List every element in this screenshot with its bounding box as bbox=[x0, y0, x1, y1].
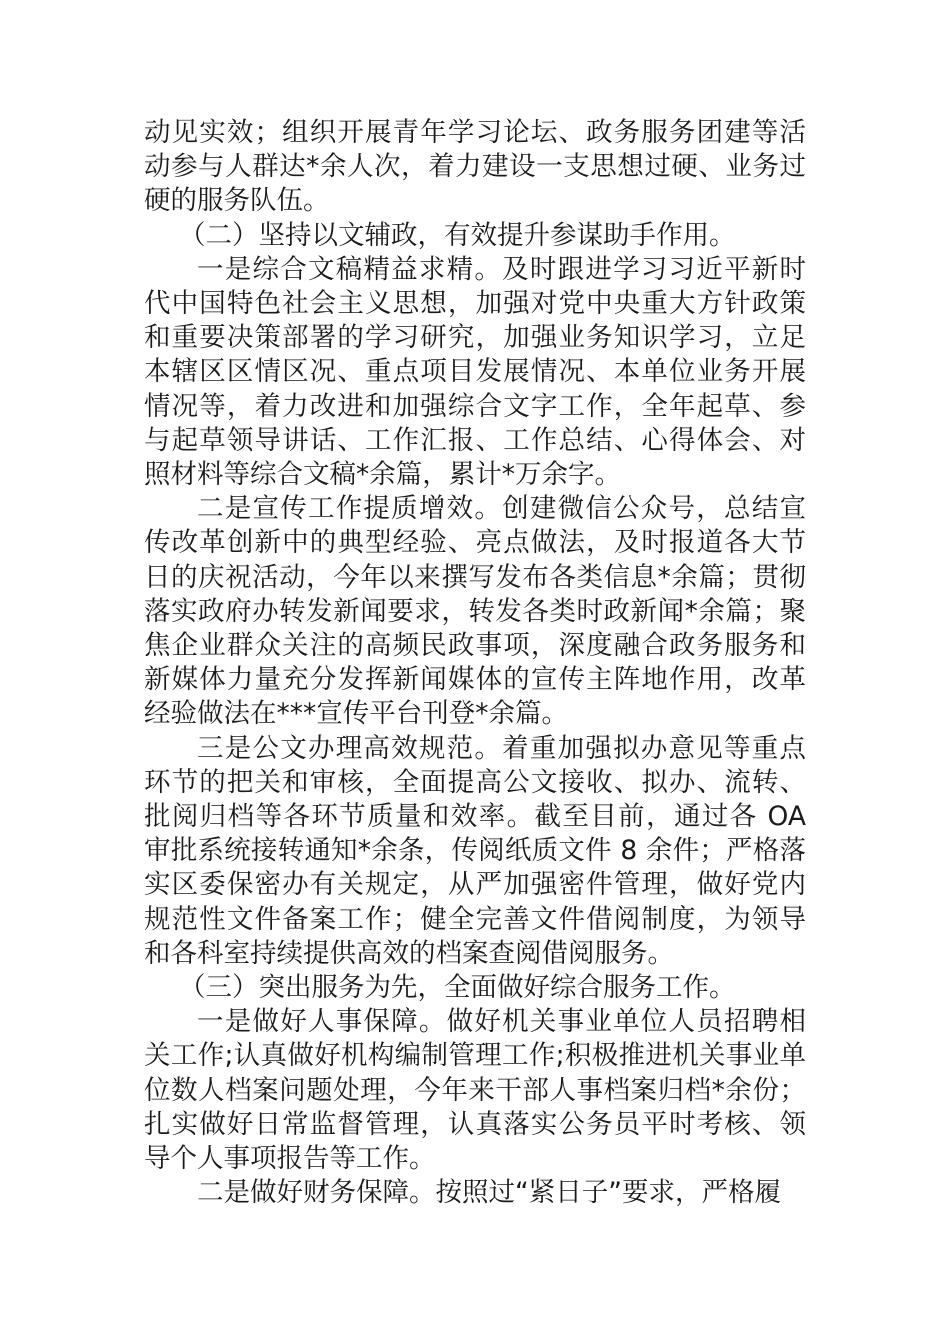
paragraph-continued: 动见实效；组织开展青年学习论坛、政务服务团建等活动参与人群达*余人次，着力建设一支思想过硬、业务过硬的服务队伍。 bbox=[144, 117, 806, 217]
document-page bbox=[144, 116, 806, 1211]
paragraph-publicity: 二是宣传工作提质增效。创建微信公众号，总结宣传改革创新中的典型经验、亮点做法，及时报道各大节日的庆祝活动，今年以来撰写发布各类信息*余篇；贯彻落实政府办转发新闻要求，转发各类时政新闻*余篇；聚焦企业群众关注的高频民政事项，深度融合政务服务和新媒体力量充分发挥新闻媒体的宣传主阵地作用，改革经验做法在***宣传平台刊登*余篇。 bbox=[144, 493, 806, 730]
paragraph-personnel: 一是做好人事保障。做好机关事业单位人员招聘相关工作;认真做好机构编制管理工作;积极推进机关事业单位数人档案问题处理，今年来干部人事档案归档*余份；扎实做好日常监督管理，认真落实公务员平时考核、领导个人事项报告等工作。 bbox=[144, 1006, 806, 1175]
paragraph-finance: 二是做好财务保障。按照过“紧日子”要求，严格履 bbox=[197, 1177, 781, 1209]
paragraph-documents: 三是公文办理高效规范。着重加强拟办意见等重点环节的把关和审核，全面提高公文接收、拟办、流转、批阅归档等各环节质量和效率。截至目前，通过各 OA 审批系统接转通知*余条，传阅纸质文件 8 余件；严格落实区委保密办有关规定，从严加强密件管理，做好党内规范性文件备案工作；健全完善文件借阅制度，为领导和各科室持续提供高效的档案查阅借阅服务。 bbox=[144, 732, 806, 969]
paragraph-writing: 一是综合文稿精益求精。及时跟进学习习近平新时代中国特色社会主义思想，加强对党中央重大方针政策和重要决策部署的学习研究，加强业务知识学习，立足本辖区区情区况、重点项目发展情况、本单位业务开展情况等，着力改进和加强综合文字工作，全年起草、参与起草领导讲话、工作汇报、工作总结、心得体会、对照材料等综合文稿*余篇，累计*万余字。 bbox=[144, 253, 806, 491]
section-heading-2: （二）坚持以文辅政，有效提升参谋助手作用。 bbox=[179, 219, 736, 251]
section-heading-3: （三）突出服务为先，全面做好综合服务工作。 bbox=[179, 972, 736, 1004]
